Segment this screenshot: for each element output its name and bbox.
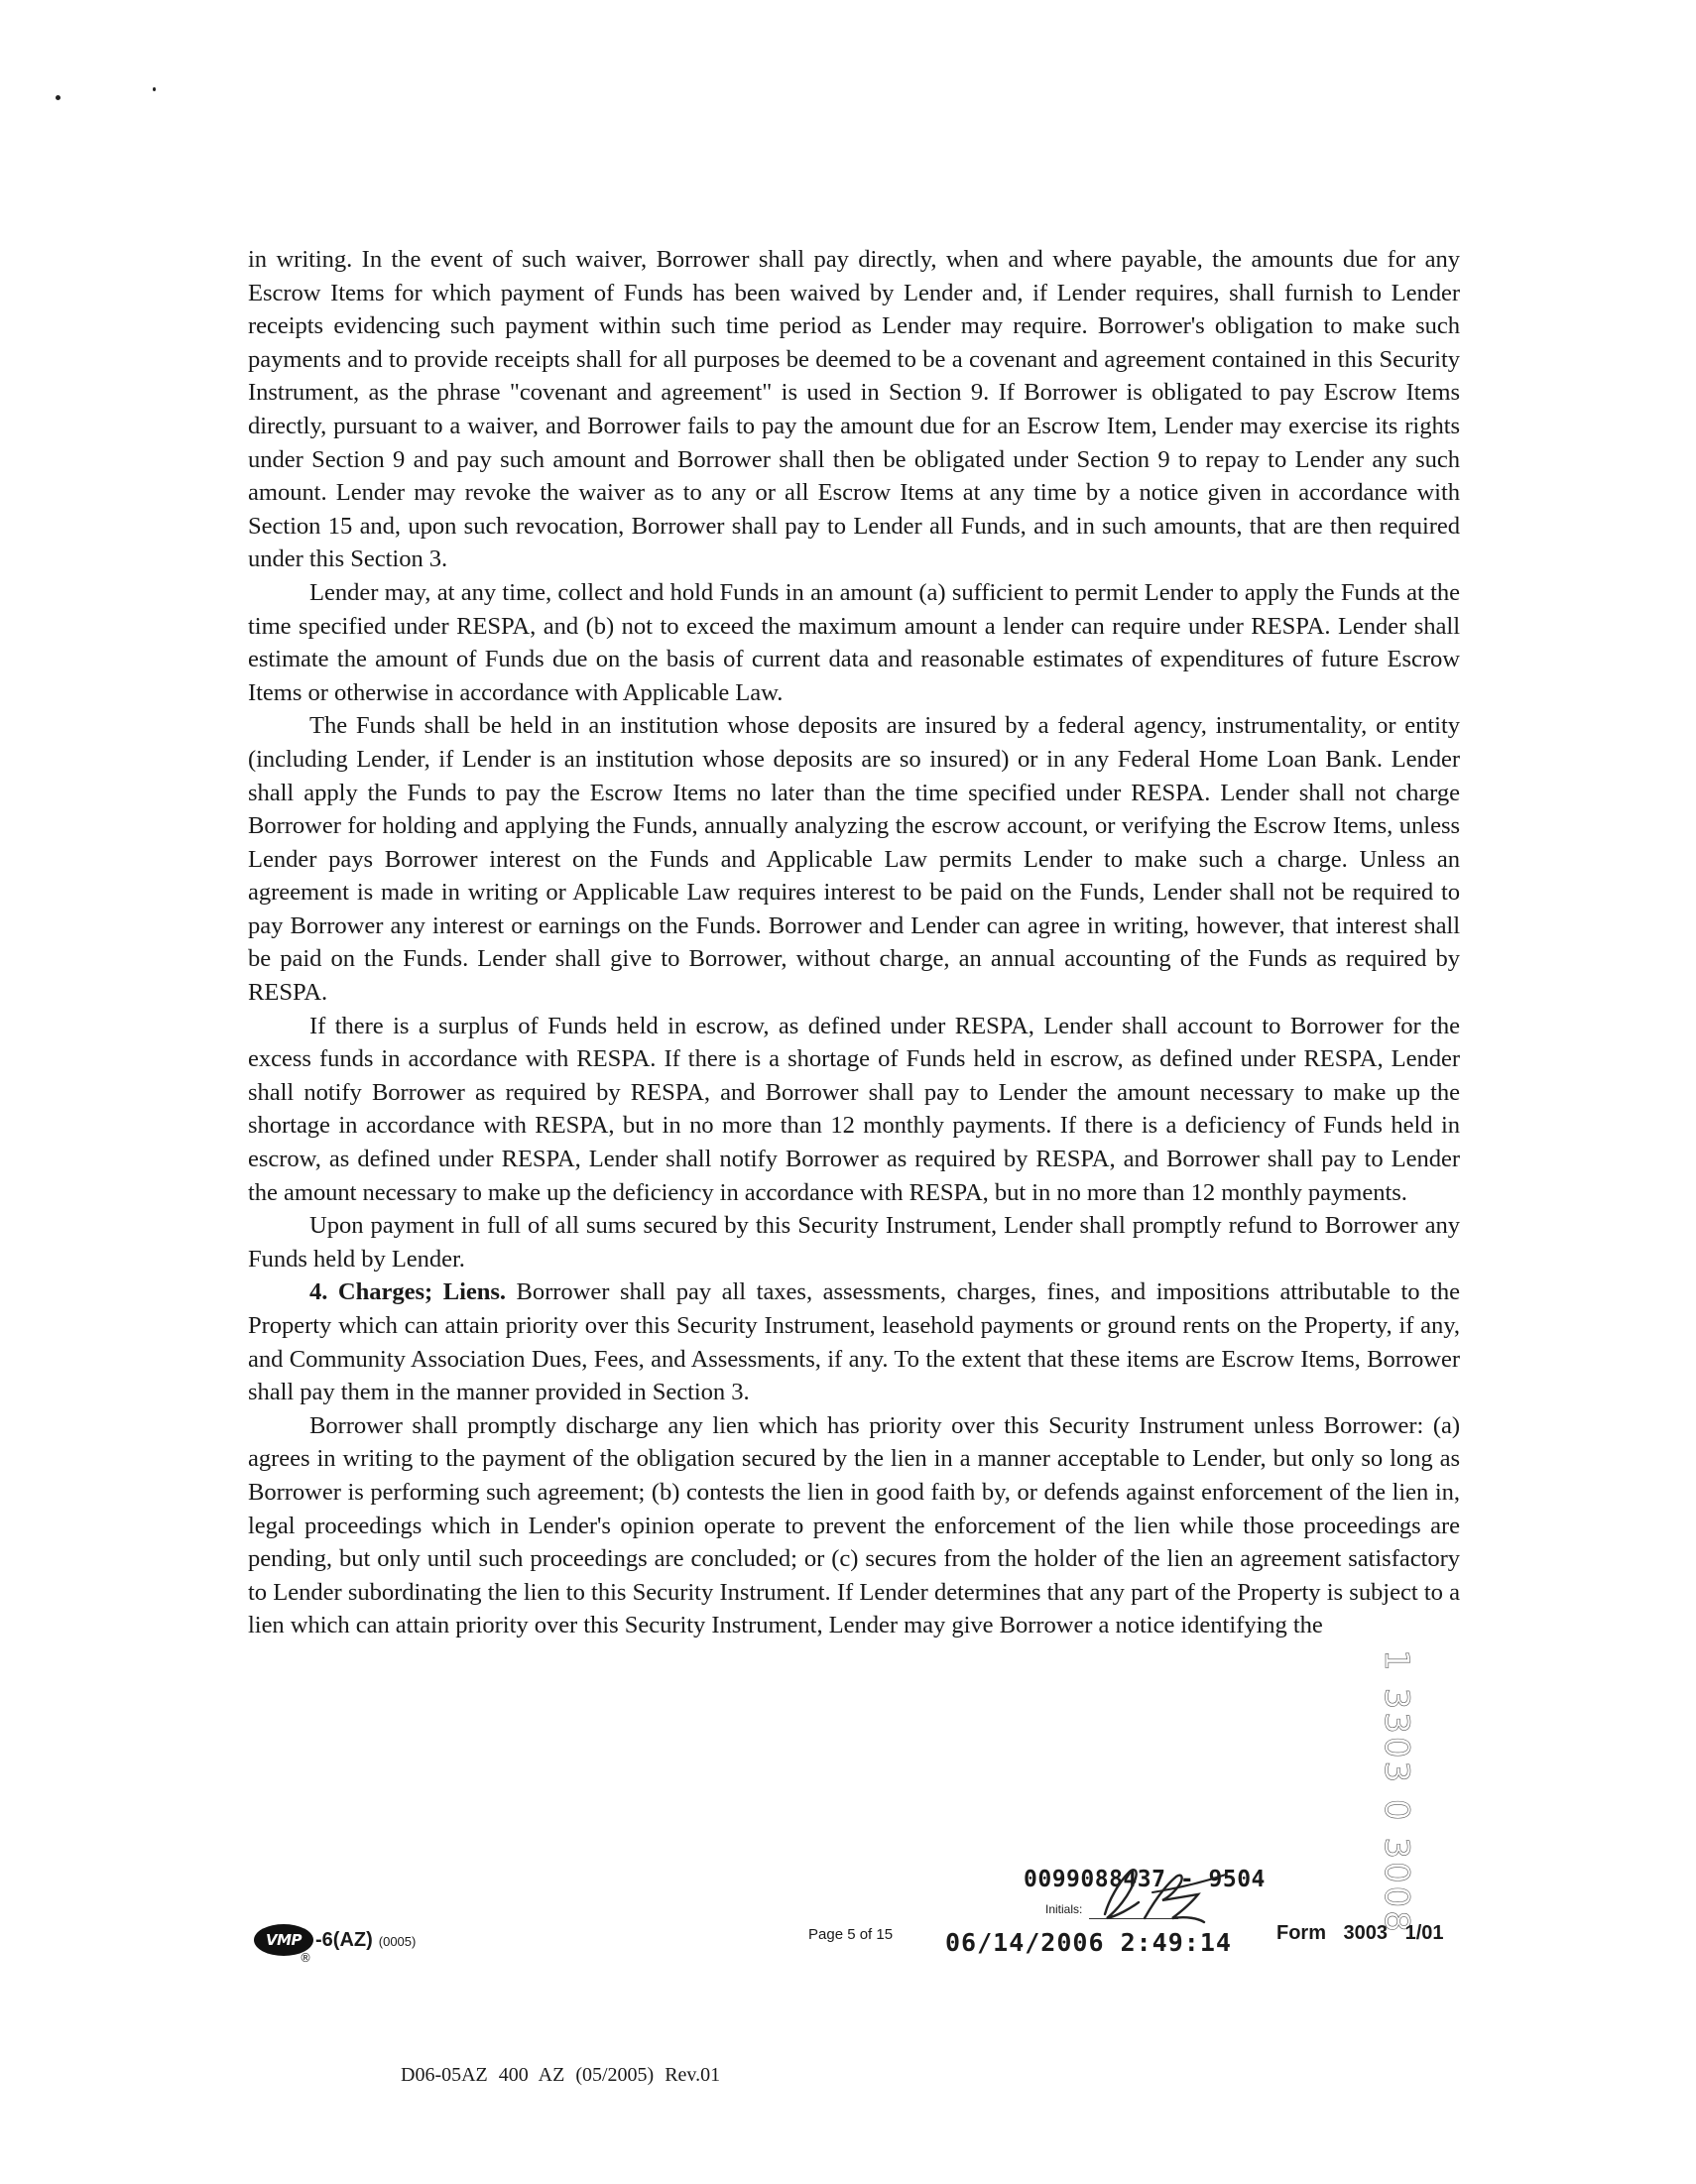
- paragraph: Upon payment in full of all sums secured by this Security Instrument, Lender shall promptly refund to Borrower any Funds held by Lender.: [248, 1212, 1460, 1273]
- paragraph: Borrower shall promptly discharge any lien which has priority over this Security Instrument unless Borrower: (a) agrees in writing to the payment of the obligation secured by the lien in a manner acceptable to Lender, but only so long as Borrower is performing such agreement; (b) contests the lien in good faith by, or defends against enforcement of the lien in, legal proceedings which in Lender's opinion operate to prevent the enforcement of the lien while those proceedings are pending, but only until such proceedings are concluded; or (c) secures from the holder of the lien an agreement satisfactory to Lender subordinating the lien to this Security Instrument. If Lender determines that any part of the Property is subject to a lien which can attain priority over this Security Instrument, Lender may give Borrower a notice identifying the: [248, 1411, 1460, 1639]
- section-text: Borrower shall pay all taxes, assessments, charges, fines, and impositions attributable to the Property which can attain priority over this Security Instrument, leasehold payments or ground rents on the Property, if any, and Community Association Dues, Fees, and Assessments, if any. To the extent that these items are Escrow Items, Borrower shall pay them in the manner provided in Section 3.: [248, 1278, 1460, 1406]
- form-code: [315, 1929, 416, 1952]
- timestamp: 06/14/2006 2:49:14: [945, 1928, 1232, 1957]
- document-code: D06-05AZ 400 AZ (05/2005) Rev.01: [401, 2064, 721, 2086]
- loan-number: 0099088437 - 9504: [1024, 1867, 1266, 1892]
- initials-label: Initials:: [1045, 1902, 1083, 1916]
- vmp-logo: [254, 1919, 417, 1965]
- paragraph: Lender may, at any time, collect and hold Funds in an amount (a) sufficient to permit Lender to apply the Funds at the time specified under RESPA, and (b) not to exceed the maximum amount a lender can require under RESPA. Lender shall estimate the amount of Funds due on the basis of current data and reasonable estimates of expenditures of future Escrow Items or otherwise in accordance with Applicable Law.: [248, 578, 1460, 706]
- signature-stroke: [1145, 1876, 1204, 1922]
- document-body: [248, 243, 1460, 1642]
- form-code-suffix: (0005): [378, 1933, 417, 1949]
- section-4-paragraph: [248, 1275, 1460, 1408]
- signature-stroke: [1105, 1870, 1139, 1918]
- paragraph: in writing. In the event of such waiver, Borrower shall pay directly, when and where payable, the amounts due for any Escrow Items for which payment of Funds has been waived by Lender and, if Lender requires, shall furnish to Lender receipts evidencing such payment within such time period as Lender may require. Borrower's obligation to make such payments and to provide receipts shall for all purposes be deemed to be a covenant and agreement contained in this Security Instrument, as the phrase "covenant and agreement" is used in Section 9. If Borrower is obligated to pay Escrow Items directly, pursuant to a waiver, and Borrower fails to pay the amount due for an Escrow Item, Lender may exercise its rights under Section 9 and pay such amount and Borrower shall then be obligated under Section 9 to repay to Lender any such amount. Lender may revoke the waiver as to any or all Escrow Items at any time by a notice given in accordance with Section 15 and, upon such revocation, Borrower shall pay to Lender all Funds, and in such amounts, that are then required under this Section 3.: [248, 246, 1460, 573]
- vmp-logo-mark: VMP: [254, 1924, 313, 1956]
- paragraph: If there is a surplus of Funds held in escrow, as defined under RESPA, Lender shall account to Borrower for the excess funds in accordance with RESPA. If there is a shortage of Funds held in escrow, as defined under RESPA, Lender shall notify Borrower as required by RESPA, and Borrower shall pay to Lender the amount necessary to make up the shortage in accordance with RESPA, but in no more than 12 monthly payments. If there is a deficiency of Funds held in escrow, as defined under RESPA, Lender shall notify Borrower as required by RESPA, and Borrower shall pay to Lender the amount necessary to make up the deficiency in accordance with RESPA, but in no more than 12 monthly payments.: [248, 1012, 1460, 1206]
- signature-stroke: [1152, 1875, 1226, 1892]
- side-stamp-text: 1 3303 0 3008: [1377, 1649, 1416, 1935]
- page-number: Page 5 of 15: [808, 1926, 894, 1943]
- form-number: Form 3003 1/01: [1276, 1922, 1444, 1944]
- section-heading: 4. Charges; Liens.: [309, 1278, 506, 1306]
- form-code-main: -6(AZ): [315, 1928, 373, 1951]
- paragraph: The Funds shall be held in an institution whose deposits are insured by a federal agency, instrumentality, or entity (including Lender, if Lender is an institution whose deposits are so insured) or in any Federal Home Loan Bank. Lender shall apply the Funds to pay the Escrow Items no later than the time specified under RESPA. Lender shall not charge Borrower for holding and applying the Funds, annually analyzing the escrow account, or verifying the Escrow Items, unless Lender pays Borrower interest on the Funds and Applicable Law permits Lender to make such a charge. Unless an agreement is made in writing or Applicable Law requires interest to be paid on the Funds, Lender shall not be required to pay Borrower any interest or earnings on the Funds. Borrower and Lender can agree in writing, however, that interest shall be paid on the Funds. Lender shall give to Borrower, without charge, an annual accounting of the Funds as required by RESPA.: [248, 712, 1460, 1007]
- scan-speck: [56, 95, 61, 100]
- scan-speck: [153, 87, 156, 91]
- registered-mark: ®: [300, 1951, 311, 1965]
